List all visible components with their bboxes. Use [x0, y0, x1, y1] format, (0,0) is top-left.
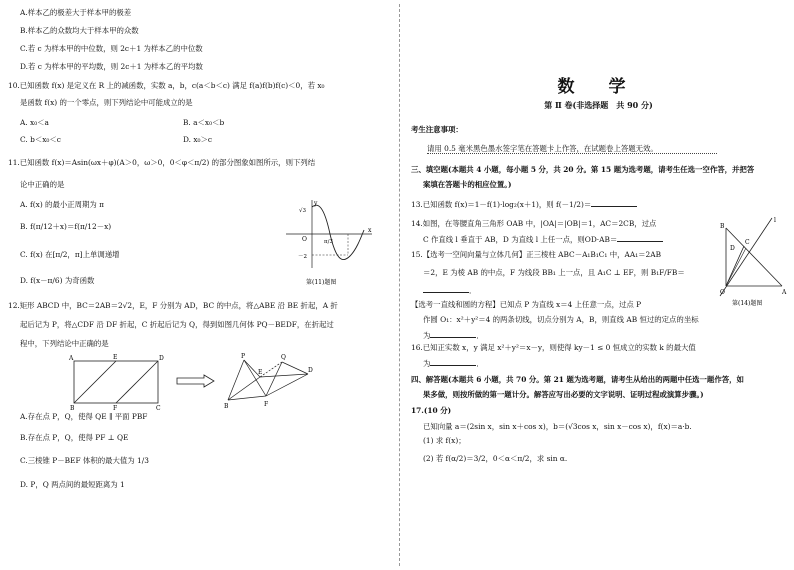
q15-answer-blank	[423, 285, 469, 293]
q14-fig-caption: 第(14)题图	[732, 300, 763, 307]
q10-stem-line2: 是函数 f(x) 的一个零点，则下列结论中可能成立的是	[20, 98, 193, 107]
q12-solid-label-e: E	[258, 369, 263, 376]
q11-option-c: C. f(x) 在[π/2，π]上单调递增	[20, 250, 120, 259]
q12-stem-line1: 12.矩形 ABCD 中，BC＝2AB＝2√2，E，F 分别为 AD，BC 的中点，将△ABE 沿 BE 折起，A 折	[8, 301, 338, 310]
q14-triangle-figure	[716, 214, 792, 308]
q13-text	[411, 199, 637, 209]
q10-option-a: A. x₀＜a	[20, 118, 49, 127]
q14-answer-blank	[617, 234, 663, 242]
q15-stem-line1: 15.【选考一空间向量与立体几何】正三棱柱 ABC－A₁B₁C₁ 中，AA₁＝2AB	[411, 250, 662, 259]
part3-heading-line2: 案填在答题卡的相应位置。)	[423, 180, 512, 189]
q12-option-a: A.存在点 P，Q，使得 QE ∥ 平面 PBF	[20, 412, 148, 421]
q15b-stem-line1: 【选考一直线和圆的方程】已知点 P 为直线 x＝4 上任意一点，过点 P	[411, 300, 642, 309]
notice-text: 请用 0.5 毫米黑色墨水签字笔在答题卡上作答，在试题卷上答题无效。	[427, 144, 658, 153]
q15-answer-line: ．	[423, 285, 476, 295]
q11-fig-label-bottom: －2	[298, 254, 307, 260]
q9-option-d: D.若 c 为样本甲的平均数，则 2c＋1 为样本乙的平均数	[20, 62, 203, 71]
q13-answer-blank	[591, 199, 637, 207]
q15b-stem-line2: 作圆 O₁：x²＋y²＝4 的两条切线，切点分别为 A，B，则直线 AB 恒过的定点的坐标	[423, 315, 699, 324]
q16-answer-blank	[430, 358, 476, 366]
q12-rect-label-a: A	[69, 355, 74, 362]
q10-option-b: B. a＜x₀＜b	[183, 118, 225, 127]
q15b-answer-blank	[430, 330, 476, 338]
q12-rect-label-e: E	[113, 354, 118, 361]
q12-rect-label-b: B	[70, 405, 75, 412]
q10-option-c: C. b＜x₀＜c	[20, 135, 61, 144]
q12-solid-label-d: D	[308, 367, 313, 374]
q12-solid-label-p: P	[241, 353, 246, 360]
q11-stem-line2: 论中正确的是	[20, 180, 65, 189]
q12-rect-label-d: D	[159, 355, 164, 362]
q11-option-d: D. f(x－π/6) 为奇函数	[20, 276, 95, 285]
q12-folded-solid-figure	[222, 350, 314, 412]
section-2-heading: 第 Ⅱ 卷(非选择题 共 90 分)	[544, 100, 653, 110]
q14-fig-label-a: A	[782, 289, 787, 296]
q12-stem-line3: 程中，下列结论中正确的是	[20, 339, 109, 348]
subject-title: 数 学	[557, 77, 640, 97]
q14-fig-label-c: C	[745, 239, 750, 246]
q17-heading: 17.(10 分)	[411, 406, 452, 415]
q11-fig-label-tick: π/3	[324, 239, 333, 245]
q9-option-a: A.样本乙的极差大于样本甲的极差	[20, 8, 132, 17]
q9-option-c: C.若 c 为样本甲的中位数，则 2c＋1 为样本乙的中位数	[20, 44, 203, 53]
part3-heading-line1: 三、填空题(本题共 4 小题，每小题 5 分，共 20 分。第 15 题为选考题，请考生任选一空作答，并把答	[411, 165, 755, 174]
q11-fig-label-top: √3	[299, 208, 307, 214]
q12-rectangle-figure	[66, 352, 168, 412]
q11-stem-line1: 11.已知函数 f(x)＝Asin(ωx＋φ)(A＞0，ω＞0，0＜φ＜π/2) 的部分图象如图所示，则下列结	[8, 158, 316, 167]
left-page	[0, 0, 395, 570]
q15-stem-line2: ＝2，E 为棱 AB 的中点，F 为线段 BB₁ 上一点，且 A₁C ⊥ EF，则 B₁F/FB＝	[423, 268, 685, 277]
q11-fig-label-origin: O	[302, 236, 307, 243]
q12-rect-label-c: C	[156, 405, 161, 412]
q11-fig-label-x: x	[368, 227, 372, 234]
q17-stem: 已知向量 a＝(2sin x，sin x＋cos x)，b＝(√3cos x，sin x－cos x)，f(x)＝a·b.	[423, 422, 692, 431]
q15b-text-line3: 为 ．	[423, 331, 484, 340]
q16-stem-line1: 16.已知正实数 x，y 满足 x²＋y²＝x－y，则使得 ky－1 ≤ 0 恒成立的实数 k 的最大值	[411, 343, 696, 352]
q15b-stem-line3: 为	[423, 331, 431, 340]
q16-stem-line2: 为	[423, 359, 431, 368]
q11-sine-figure	[282, 196, 377, 288]
q12-stem-line2: 起后记为 P，将△CDF 沿 DF 折起，C 折起后记为 Q，得到如图几何体 PQ－BEDF，在折起过	[20, 320, 334, 329]
q12-option-b: B.存在点 P，Q，使得 PF ⊥ QE	[20, 433, 129, 442]
q11-option-b: B. f(π/12＋x)＝f(π/12－x)	[20, 222, 112, 231]
q14-fig-label-l: l	[774, 217, 776, 224]
q12-option-c: C.三棱锥 P－BEF 体积的最大值为 1/3	[20, 456, 149, 465]
q11-fig-label-y: y	[314, 200, 318, 207]
q14-fig-label-d: D	[730, 245, 735, 252]
q10-stem-line1: 10.已知函数 f(x) 是定义在 R 上的减函数，实数 a，b，c(a＜b＜c) 满足 f(a)f(b)f(c)＜0，若 x₀	[8, 81, 325, 90]
q17-part1: (1) 求 f(x)；	[423, 436, 466, 445]
q9-option-b: B.样本乙的众数均大于样本甲的众数	[20, 26, 139, 35]
q12-option-d: D. P，Q 两点间的最短距离为 1	[20, 480, 125, 489]
q12-solid-label-q: Q	[281, 354, 286, 361]
part4-heading-line2: 果多做，则按所做的第一题计分。解答应写出必要的文字说明、证明过程或演算步骤。)	[423, 390, 704, 399]
q12-solid-label-b: B	[224, 403, 229, 410]
q12-transform-arrow	[176, 374, 216, 388]
notice-title: 考生注意事项：	[411, 125, 463, 134]
q14-stem-line2: C 作直线 l 垂直于 AB，D 为直线 l 上任一点，则OD·AB＝	[423, 235, 618, 244]
part4-heading-line1: 四、解答题(本题共 6 小题，共 70 分。第 21 题为选考题，请考生从给出的两题中任选一题作答，如	[411, 375, 744, 384]
q13-stem: 13.已知函数 f(x)＝1－f(1)·log₂(x＋1)，则 f(－1/2)＝	[411, 200, 592, 209]
q16-text-line2: 为 ．	[423, 359, 484, 368]
q14-fig-label-o: O	[720, 289, 725, 296]
right-page	[403, 0, 794, 570]
q12-rect-label-f: F	[113, 405, 118, 412]
q14-text-line2	[423, 234, 663, 244]
page-divider	[399, 4, 400, 566]
q14-stem-line1: 14.如图，在等腰直角三角形 OAB 中，|OA|＝|OB|＝1，AC＝2CB，过点	[411, 219, 657, 228]
notice-underline	[427, 153, 717, 154]
q11-option-a: A. f(x) 的最小正周期为 π	[20, 200, 104, 209]
q10-option-d: D. x₀＞c	[183, 135, 213, 144]
q12-solid-label-f: F	[264, 401, 269, 408]
q17-part2: (2) 若 f(α/2)＝3/2，0＜α＜π/2，求 sin α.	[423, 454, 568, 463]
q11-fig-caption: 第(11)题图	[306, 279, 337, 286]
q14-fig-label-b: B	[720, 223, 725, 230]
